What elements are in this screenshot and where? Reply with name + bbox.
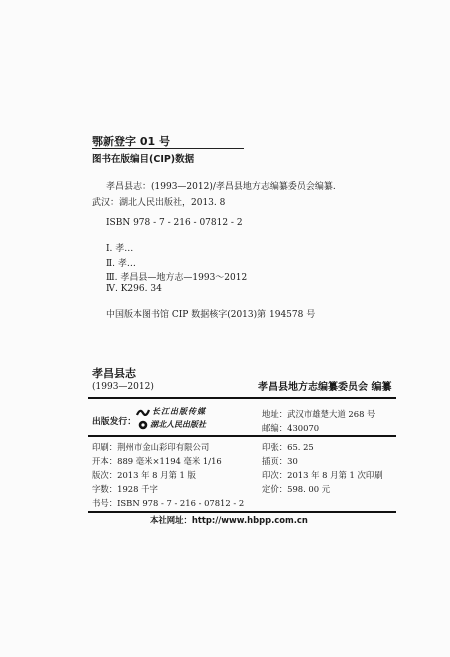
book-editor: 孝昌县地方志编纂委员会 编纂 [258, 382, 392, 393]
logo-text-1: 长江出版传媒 [152, 407, 206, 416]
publisher-address: 地址：武汉市雄楚大道 268 号 [262, 409, 376, 419]
detail-format: 开本：889 毫米×1194 毫米 1/16 [92, 456, 222, 466]
publisher-logo [136, 406, 228, 432]
detail-price: 定价：598. 00 元 [262, 484, 331, 494]
hbpp-logo-icon [138, 420, 148, 430]
cip-core-note: 中国版本图书馆 CIP 数据核字(2013)第 194578 号 [106, 310, 316, 320]
detail-printer: 印刷：荆州市金山彩印有限公司 [92, 442, 210, 452]
divider-middle [88, 435, 396, 437]
cip-subject-3: Ⅲ. 孝昌县—地方志—1993～2012 [106, 273, 248, 283]
divider-top [88, 397, 396, 399]
book-period: (1993—2012) [92, 382, 154, 392]
detail-plates: 插页：30 [262, 456, 298, 466]
license-underline [92, 148, 244, 149]
detail-edition: 版次：2013 年 8 月第 1 版 [92, 470, 196, 480]
detail-word-count: 字数：1928 千字 [92, 484, 158, 494]
cip-isbn: ISBN 978 - 7 - 216 - 07812 - 2 [106, 218, 243, 228]
book-title: 孝昌县志 [92, 367, 136, 380]
detail-isbn: 书号：ISBN 978 - 7 - 216 - 07812 - 2 [92, 498, 245, 508]
detail-sheets: 印张：65. 25 [262, 442, 314, 452]
cip-header: 图书在版编目(CIP)数据 [92, 154, 195, 165]
cip-entry-line-1: 孝昌县志：(1993—2012)/孝昌县地方志编纂委员会编纂. [106, 182, 336, 192]
publisher-label: 出版发行： [92, 417, 136, 427]
cip-subject-2: Ⅱ. 孝… [106, 259, 136, 269]
cip-entry-line-2: 武汉：湖北人民出版社，2013. 8 [92, 198, 226, 208]
changjiang-logo-icon [136, 407, 150, 419]
cip-subject-1: Ⅰ. 孝… [106, 244, 134, 254]
license-number: 鄂新登字 01 号 [92, 135, 170, 148]
detail-printing: 印次：2013 年 8 月第 1 次印刷 [262, 470, 383, 480]
cip-subject-4: Ⅳ. K296. 34 [106, 284, 162, 294]
publisher-website: 本社网址：http://www.hbpp.com.cn [150, 515, 308, 525]
divider-bottom [88, 511, 396, 513]
logo-text-2: 湖北人民出版社 [150, 420, 206, 429]
publisher-postcode: 邮编：430070 [262, 423, 320, 433]
